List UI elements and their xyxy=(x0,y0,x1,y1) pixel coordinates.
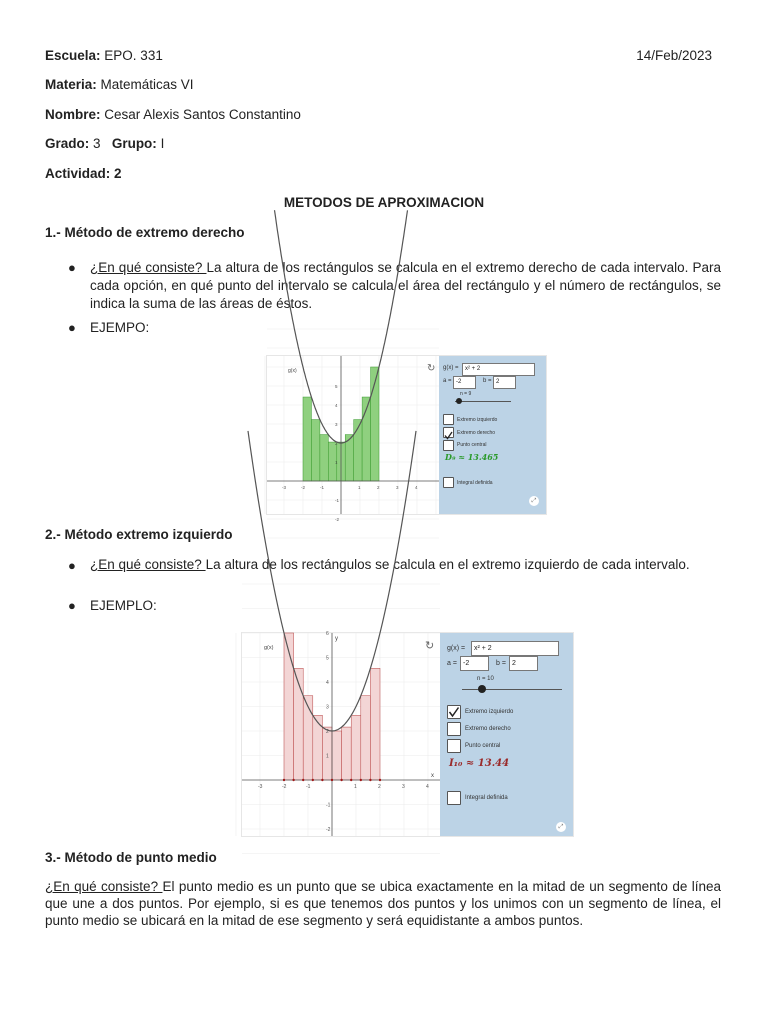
grupo-label: Grupo: xyxy=(111,136,157,151)
checkbox-left[interactable] xyxy=(447,705,461,719)
y-tick-label: -1 xyxy=(335,498,340,503)
applet-2-panel xyxy=(440,633,573,836)
x-tick-label: 3 xyxy=(402,784,405,790)
section-2-example: EJEMPLO: xyxy=(90,598,157,613)
y-tick-label: 2 xyxy=(335,441,338,446)
y-tick-label: 3 xyxy=(326,704,329,711)
graph-label: g(x) xyxy=(288,368,297,374)
func-label: g(x) = xyxy=(443,365,459,371)
y-tick-label: 2 xyxy=(326,729,329,735)
partition-point xyxy=(331,779,333,781)
approx-result: D₉ ≈ 13.465 xyxy=(445,452,499,462)
partition-point xyxy=(379,779,381,781)
checkbox-left[interactable] xyxy=(443,414,454,425)
section-1-text xyxy=(90,259,721,313)
grado-line xyxy=(45,136,164,151)
materia-value: Matemáticas VI xyxy=(100,77,194,92)
section-2-question: ¿En qué consiste? xyxy=(90,557,206,572)
partition-point xyxy=(369,779,371,781)
nombre-value: Cesar Alexis Santos Constantino xyxy=(104,107,301,122)
partition-point xyxy=(350,779,352,781)
check-icon xyxy=(448,706,460,718)
checkbox-mid[interactable] xyxy=(447,739,461,753)
approx-rectangle xyxy=(311,420,319,481)
n-label: n = 9 xyxy=(460,391,472,397)
checkbox-integral[interactable] xyxy=(443,477,454,488)
partition-point xyxy=(312,779,314,781)
option-right-label: Extremo derecho xyxy=(457,430,496,436)
n-slider-handle[interactable] xyxy=(456,398,462,404)
x-tick-label: -1 xyxy=(320,485,325,490)
partition-point xyxy=(283,779,285,781)
x-tick-label: 2 xyxy=(377,485,380,490)
y-tick-label: 6 xyxy=(326,631,329,637)
option-mid-label: Punto central xyxy=(465,743,501,749)
section-1-heading: 1.- Método de extremo derecho xyxy=(45,225,245,240)
document-date: 14/Feb/2023 xyxy=(636,48,712,63)
x-tick-label: 2 xyxy=(378,784,381,790)
partition-point xyxy=(321,779,323,781)
n-slider-handle[interactable] xyxy=(478,685,486,693)
func-input[interactable]: x² + 2 xyxy=(471,641,559,656)
materia-label: Materia: xyxy=(45,77,97,92)
geogebra-applet-left[interactable] xyxy=(241,632,574,837)
fullscreen-icon[interactable]: ⤢ xyxy=(556,822,566,832)
approx-result: I₁₀ ≈ 13.44 xyxy=(449,758,510,769)
refresh-icon[interactable]: ↻ xyxy=(427,363,436,374)
integral-label: Integral definida xyxy=(457,480,493,486)
applet-1-graph xyxy=(267,356,439,522)
approx-rectangle xyxy=(284,633,294,780)
x-tick-label: 1 xyxy=(354,784,357,790)
y-tick-label: 5 xyxy=(326,655,329,662)
option-left-label: Extremo izquierdo xyxy=(465,709,514,715)
document-title: METODOS DE APROXIMACION xyxy=(283,195,485,210)
section-3-question: ¿En qué consiste? xyxy=(45,879,163,894)
approx-rectangle xyxy=(342,727,352,780)
y-tick-label: 4 xyxy=(326,680,329,686)
grupo-value: I xyxy=(160,136,165,151)
approx-rectangle xyxy=(303,397,311,481)
checkbox-right[interactable] xyxy=(443,427,454,438)
escuela-label: Escuela: xyxy=(45,48,101,63)
escuela-line xyxy=(45,48,163,63)
n-slider-track[interactable] xyxy=(462,689,562,690)
x-tick-label: -2 xyxy=(301,485,306,490)
x-tick-label: 4 xyxy=(426,784,429,790)
refresh-icon[interactable]: ↻ xyxy=(425,640,435,652)
x-tick-label: 4 xyxy=(415,485,418,490)
approx-rectangle xyxy=(303,696,313,780)
y-tick-label: -2 xyxy=(335,517,340,522)
integral-label: Integral definida xyxy=(465,795,508,801)
y-tick-label: 3 xyxy=(335,422,338,427)
a-input[interactable]: -2 xyxy=(453,376,476,389)
a-label: a = xyxy=(447,660,457,667)
geogebra-applet-right[interactable] xyxy=(266,355,547,522)
approx-rectangle xyxy=(370,668,380,780)
grado-value: 3 xyxy=(93,136,101,151)
x-tick-label: -3 xyxy=(282,485,287,490)
x-tick-label: -2 xyxy=(282,784,287,790)
y-axis-label: y xyxy=(335,636,338,642)
bullet-icon: ● xyxy=(68,260,76,275)
fullscreen-icon[interactable]: ⤢ xyxy=(529,496,539,506)
approx-rectangle xyxy=(294,668,304,780)
option-mid-label: Punto central xyxy=(457,442,487,448)
func-label: g(x) = xyxy=(447,645,466,652)
a-label: a = xyxy=(443,378,452,384)
escuela-value: EPO. 331 xyxy=(104,48,163,63)
section-1-question: ¿En qué consiste? xyxy=(90,260,207,275)
partition-point xyxy=(360,779,362,781)
checkbox-right[interactable] xyxy=(447,722,461,736)
section-3-heading: 3.- Método de punto medio xyxy=(45,850,217,865)
section-3-body: El punto medio es un punto que se ubica exactamente en la mitad de un segmento de línea que une a dos puntos. Por ejemplo, si es que tenemos dos puntos y los unimos con un segmento de línea, el punto medio se ubicará en la mitad de ese segmento y será equidistante a ambos puntos. xyxy=(45,879,721,928)
b-input[interactable]: 2 xyxy=(509,656,538,671)
n-label: n = 10 xyxy=(477,676,494,682)
bullet-icon: ● xyxy=(68,320,76,335)
y-tick-label: -2 xyxy=(326,827,331,833)
y-tick-label: 1 xyxy=(335,460,338,465)
approx-rectangle xyxy=(320,435,328,481)
applet-1-panel xyxy=(439,356,546,514)
n-slider-track[interactable] xyxy=(455,401,511,402)
applet-2-graph xyxy=(242,633,440,836)
b-label: b = xyxy=(483,378,492,384)
materia-line xyxy=(45,77,194,92)
x-tick-label: -1 xyxy=(306,784,311,790)
bullet-icon: ● xyxy=(68,598,76,613)
b-input[interactable]: 2 xyxy=(493,376,516,389)
x-axis-label: x xyxy=(431,773,434,779)
x-tick-label: 1 xyxy=(358,485,361,490)
check-icon xyxy=(444,431,453,440)
y-tick-label: 4 xyxy=(335,403,338,408)
y-tick-label: 1 xyxy=(326,753,329,760)
b-label: b = xyxy=(496,660,506,667)
checkbox-integral[interactable] xyxy=(447,791,461,805)
approx-rectangle xyxy=(351,715,361,780)
partition-point xyxy=(292,779,294,781)
y-tick-label: 5 xyxy=(335,384,338,389)
section-2-text xyxy=(90,556,721,574)
approx-rectangle xyxy=(332,731,342,780)
graph-label: g(x) xyxy=(264,645,274,651)
section-1-body: La altura de los rectángulos se calcula en el extremo derecho de cada intervalo. Para cada opción, en qué punto del intervalo se calcula el área del rectángulo y el número de rectángulos, se indica la suma de las áreas de éstos. xyxy=(90,260,721,311)
actividad-label: Actividad: 2 xyxy=(45,166,122,181)
checkbox-mid[interactable] xyxy=(443,440,454,451)
partition-point xyxy=(340,779,342,781)
x-tick-label: -3 xyxy=(258,784,263,790)
option-right-label: Extremo derecho xyxy=(465,726,511,732)
x-tick-label: 3 xyxy=(396,485,399,490)
partition-point xyxy=(302,779,304,781)
option-left-label: Extremo izquierdo xyxy=(457,417,498,423)
section-2-heading: 2.- Método extremo izquierdo xyxy=(45,527,233,542)
nombre-label: Nombre: xyxy=(45,107,101,122)
bullet-icon: ● xyxy=(68,558,76,573)
nombre-line xyxy=(45,107,301,122)
func-input[interactable]: x² + 2 xyxy=(462,363,535,376)
approx-rectangle xyxy=(361,696,371,780)
y-tick-label: -1 xyxy=(326,802,331,809)
section-1-example: EJEMPO: xyxy=(90,320,150,335)
section-2-body: La altura de los rectángulos se calcula en el extremo izquierdo de cada intervalo. xyxy=(205,557,690,572)
a-input[interactable]: -2 xyxy=(460,656,489,671)
grado-label: Grado: xyxy=(45,136,90,151)
section-3-text xyxy=(45,878,721,929)
